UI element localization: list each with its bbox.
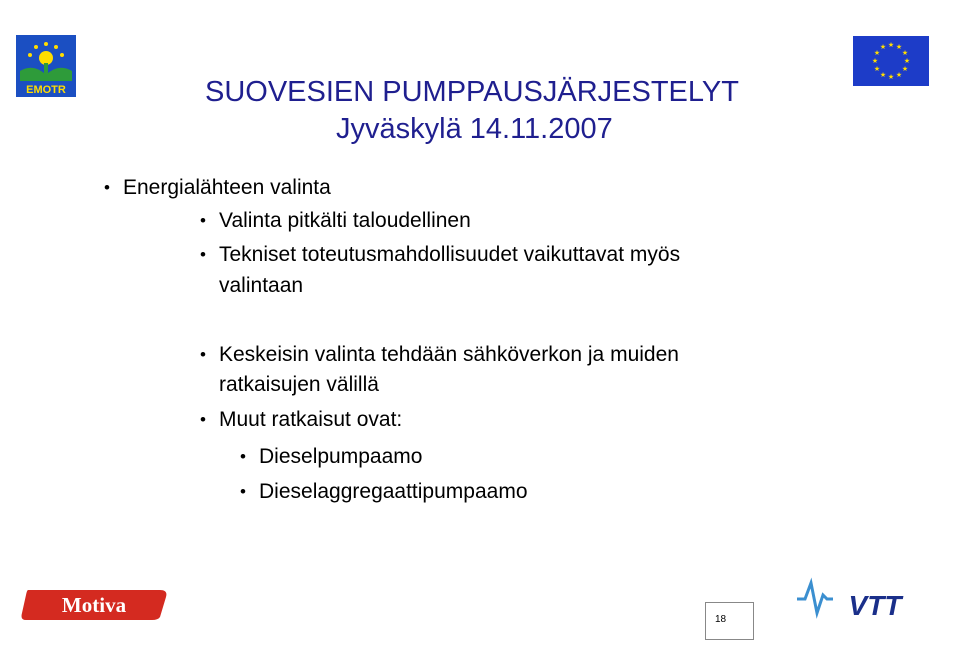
bullet-dot: • bbox=[200, 345, 206, 364]
bullet-item bbox=[240, 478, 528, 506]
svg-text:★: ★ bbox=[887, 73, 895, 81]
bullet-dot: • bbox=[240, 447, 246, 466]
bullet-dot: • bbox=[240, 482, 246, 501]
bullet-item bbox=[104, 174, 331, 202]
bullet-text: Dieselaggregaattipumpaamo bbox=[259, 480, 528, 503]
svg-text:★: ★ bbox=[879, 43, 887, 51]
vtt-logo-text: VTT bbox=[848, 590, 902, 619]
emotr-logo bbox=[16, 35, 76, 97]
bullet-text: Energialähteen valinta bbox=[123, 176, 331, 199]
bullet-item bbox=[200, 406, 403, 434]
svg-text:★: ★ bbox=[873, 49, 881, 57]
svg-text:★: ★ bbox=[887, 41, 895, 49]
svg-text:★: ★ bbox=[871, 57, 879, 65]
bullet-text: Valinta pitkälti taloudellinen bbox=[219, 209, 471, 232]
bullet-item bbox=[200, 241, 681, 269]
bullet-dot: • bbox=[104, 178, 110, 197]
bullet-text: ratkaisujen välillä bbox=[219, 373, 379, 396]
page-number: 18 bbox=[715, 614, 727, 625]
svg-text:★: ★ bbox=[879, 71, 887, 79]
bullet-dot: • bbox=[200, 410, 206, 429]
bullet-dot: • bbox=[200, 245, 206, 264]
bullet-item bbox=[200, 207, 471, 235]
slide-title: SUOVESIEN PUMPPAUSJÄRJESTELYT bbox=[205, 76, 739, 108]
bullet-continuation bbox=[219, 371, 379, 399]
bullet-text: Muut ratkaisut ovat: bbox=[219, 408, 403, 431]
svg-text:★: ★ bbox=[901, 65, 909, 73]
bullet-continuation bbox=[219, 272, 303, 300]
svg-text:★: ★ bbox=[895, 43, 903, 51]
motiva-logo bbox=[20, 587, 168, 622]
svg-text:★: ★ bbox=[895, 71, 903, 79]
slide-subtitle: Jyväskylä 14.11.2007 bbox=[336, 113, 613, 145]
page-number-box bbox=[705, 602, 754, 640]
bullet-item bbox=[240, 443, 423, 471]
svg-text:★: ★ bbox=[903, 57, 911, 65]
svg-text:★: ★ bbox=[901, 49, 909, 57]
bullet-text: Dieselpumpaamo bbox=[259, 445, 423, 468]
vtt-logo bbox=[797, 577, 914, 619]
bullet-text: Tekniset toteutusmahdollisuudet vaikuttavat myös bbox=[219, 243, 681, 266]
bullet-text: Keskeisin valinta tehdään sähköverkon ja muiden bbox=[219, 343, 679, 366]
bullet-text: valintaan bbox=[219, 274, 304, 297]
emotr-logo-text: EMOTR bbox=[26, 84, 66, 96]
svg-text:★: ★ bbox=[873, 65, 881, 73]
motiva-logo-text: Motiva bbox=[61, 593, 127, 617]
bullet-item bbox=[200, 341, 679, 369]
eu-flag-logo bbox=[853, 36, 929, 86]
bullet-dot: • bbox=[200, 211, 206, 230]
